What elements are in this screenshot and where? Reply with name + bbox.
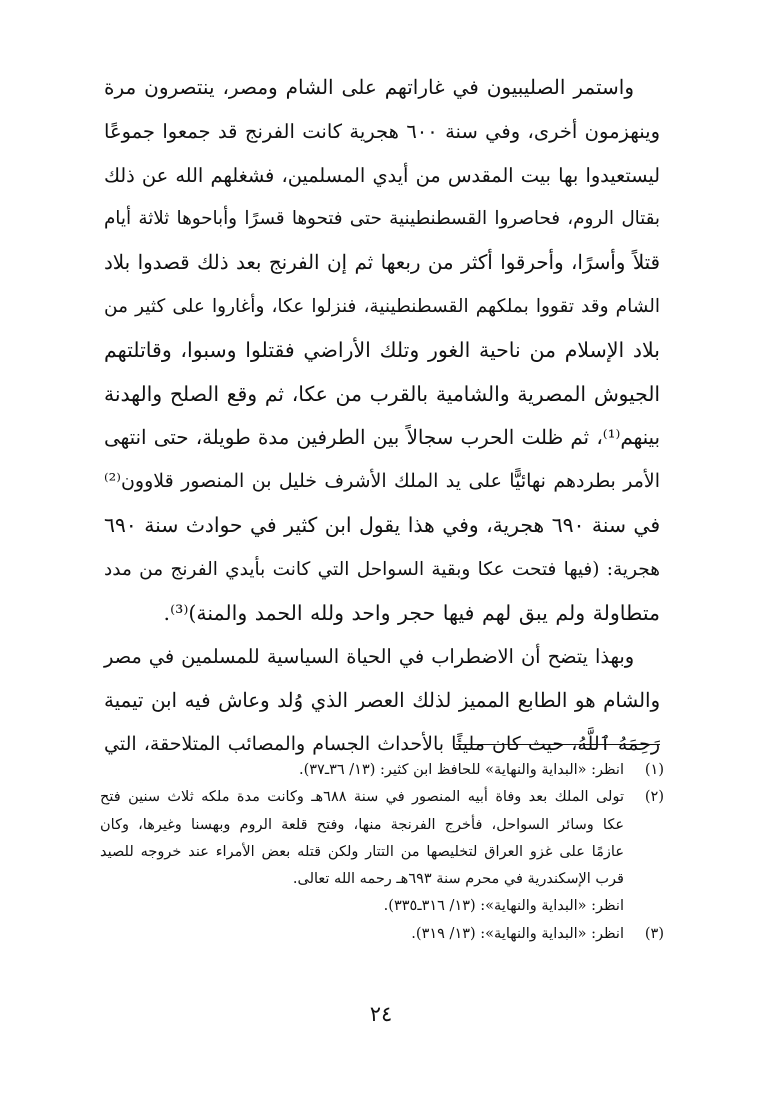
footnote-body	[100, 921, 624, 948]
text-line: بينهم⁽¹⁾، ثم ظلت الحرب سجالاً بين الطرفين مدة طويلة، حتى انتهى	[104, 426, 660, 450]
page-number: ٢٤	[369, 1002, 393, 1026]
footnote-line: انظر: «البداية والنهاية»: (١٣/ ٣١٩).	[411, 925, 624, 942]
footnotes	[100, 757, 664, 948]
text-line: الشام وقد تقووا بملكهم القسطنطينية، فنزلوا عكا، وأغاروا على كثير من	[104, 295, 660, 317]
text-line: قتلاً وأسرًا، وأحرقوا أكثر من ربعها ثم إن الفرنج بعد ذلك قصدوا بلاد	[104, 251, 660, 275]
text-line: واستمر الصليبيون في غاراتهم على الشام ومصر، ينتصرون مرة	[104, 75, 634, 99]
footnote-line: انظر: «البداية والنهاية»: (١٣/ ٣١٦ـ٣٣٥).	[383, 898, 624, 915]
footnote	[100, 784, 664, 920]
text-line: رَحِمَهُ ٱللَّهُ، حيث كان مليئًا بالأحداث الجسام والمصائب المتلاحقة، التي	[104, 732, 660, 755]
main-text	[104, 66, 660, 767]
text-line: الأمر بطردهم نهائيًّا على يد الملك الأشرف خليل بن المنصور قلاوون⁽²⁾	[104, 470, 660, 493]
text-line: الجيوش المصرية والشامية بالقرب من عكا، ثم وقع الصلح والهدنة	[104, 381, 660, 406]
text-line: بقتال الروم، فحاصروا القسطنطينية حتى فتحوها قسرًا وأباحوها ثلاثة أيام	[104, 208, 660, 230]
text-line: ليستعيدوا بها بيت المقدس من أيدي المسلمين، فشغلهم الله عن ذلك	[104, 163, 660, 187]
text-line: والشام هو الطابع المميز لذلك العصر الذي وُلد وعاش فيه ابن تيمية	[104, 689, 660, 713]
footnote-number: (١)	[644, 762, 664, 778]
footnote-line: عكا وسائر السواحل، فأخرج الفرنجة منها، وفتح قلعة الروم وبهسنا وغيرها، وكان	[100, 816, 624, 833]
text-line: هجرية: (فيها فتحت عكا وبقية السواحل التي كانت بأيدي الفرنج من مدد	[104, 558, 660, 580]
text-line: وبهذا يتضح أن الاضطراب في الحياة السياسية للمسلمين في مصر	[104, 645, 634, 669]
footnote-line: تولى الملك بعد وفاة أبيه المنصور في سنة ٦٨٨هـ وكانت مدة ملكه ثلاث سنين فتح	[100, 789, 624, 806]
footnote-line: انظر: «البداية والنهاية» للحافظ ابن كثير: (١٣/ ٣٦ـ٣٧).	[298, 762, 624, 778]
footnote-divider	[456, 744, 660, 745]
footnote-number: (٢)	[644, 789, 664, 806]
footnote-body	[100, 757, 624, 784]
footnote	[100, 757, 664, 784]
footnote-body	[100, 784, 624, 920]
footnote-line: عازمًا على غزو العراق لتخليصها من التتار ولكن قتله بعض الأمراء عند خروجه للصيد	[100, 843, 624, 860]
footnote-line: قرب الإسكندرية في محرم سنة ٦٩٣هـ رحمه الله تعالى.	[292, 871, 624, 888]
footnote	[100, 921, 664, 948]
footnote-number: (٣)	[644, 925, 664, 942]
text-line: متطاولة ولم يبق لهم فيها حجر واحد ولله الحمد والمنة)⁽³⁾.	[163, 600, 660, 625]
text-line: في سنة ٦٩٠ هجرية، وفي هذا يقول ابن كثير في حوادث سنة ٦٩٠	[104, 512, 660, 537]
text-line: بلاد الإسلام من ناحية الغور وتلك الأراضي فقتلوا وسبوا، وقاتلتهم	[104, 337, 660, 362]
text-line: وينهزمون أخرى، وفي سنة ٦٠٠ هجرية كانت الفرنج قد جمعوا جموعًا	[104, 119, 660, 143]
